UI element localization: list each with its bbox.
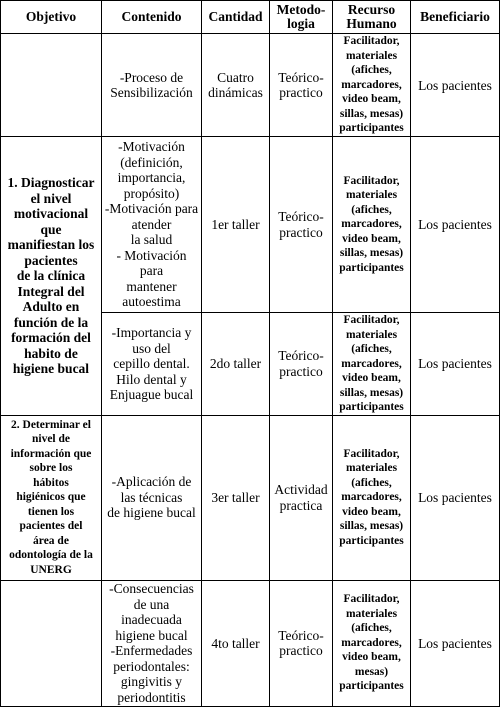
cell-text-line: Facilitador, <box>343 174 400 187</box>
cell-text-line: materiales <box>345 607 398 620</box>
cell-text-line: (afiches, <box>351 64 392 77</box>
quantity-cell <box>202 137 270 313</box>
cell-text-line: gingivitis y <box>120 674 183 689</box>
cell-text-line: sillas, mesas) <box>339 520 404 533</box>
cell-text-line: participantes <box>339 534 404 547</box>
cell-text-line: atender <box>131 216 172 232</box>
beneficiary-cell: Los pacientes <box>411 580 500 706</box>
cell-text-line: Teórico- <box>278 209 324 224</box>
cell-text-line: mesas) <box>354 665 389 678</box>
table-row <box>1 34 500 137</box>
cell-text-line: participantes <box>339 122 404 135</box>
cell-text-line: Sensibilización <box>110 85 193 100</box>
cell-text-line: información que <box>10 447 92 460</box>
cell-text-line: video beam, <box>342 505 401 518</box>
cell-text-line: marcadores, <box>341 357 402 370</box>
cell-text-line: -Enfermedades <box>110 643 193 658</box>
cell-text-line: nivel de <box>31 433 70 446</box>
cell-text-line: practico <box>279 224 323 240</box>
cell-text-line: que <box>40 221 62 237</box>
cell-text-line: periodontales: <box>113 658 190 674</box>
beneficiary-cell: Los pacientes <box>411 137 500 313</box>
cell-text-line: Facilitador, <box>343 593 400 606</box>
cell-text-line: video beam, <box>342 372 401 384</box>
cell-text-line: participantes <box>339 261 404 274</box>
cell-text-line: tienen los <box>27 505 75 518</box>
cell-text-line: hábitos <box>33 476 69 489</box>
cell-text-line: 4to taller <box>211 635 260 651</box>
cell-text-line: marcadores, <box>341 218 402 231</box>
methodology-cell <box>270 34 333 137</box>
cell-text-line: -Consecuencias <box>109 581 194 596</box>
cell-text-line: 2do taller <box>209 356 262 372</box>
cell-text-line: higiene bucal <box>115 627 188 643</box>
header-objetivo: Objetivo <box>1 1 102 34</box>
cell-text-line: -Motivación para <box>104 201 199 217</box>
header-recurso-line-2: Humano <box>346 16 397 31</box>
cell-text-line: de una <box>133 596 170 612</box>
cell-text-line: de la clínica <box>16 268 86 283</box>
cell-text-line: motivacional <box>13 206 89 221</box>
cell-text-line: -Importancia y <box>111 325 192 340</box>
cell-text-line: Facilitador, <box>343 447 400 460</box>
cell-text-line: de higiene bucal <box>107 505 196 521</box>
cell-text-line: materiales <box>345 189 398 202</box>
cell-text-line: video beam, <box>342 651 401 664</box>
methodology-cell <box>270 313 333 416</box>
cell-text-line: marcadores, <box>341 636 402 649</box>
cell-text-line: pacientes <box>24 252 78 268</box>
cell-text-line: Facilitador, <box>343 314 400 326</box>
table-row <box>1 415 500 580</box>
cell-text-line: autoestima <box>122 294 181 310</box>
cell-text-line: uso del <box>132 340 171 356</box>
cell-text-line: materiales <box>345 328 398 341</box>
cell-text-line: periodontitis <box>117 689 186 705</box>
content-cell <box>102 313 202 416</box>
cell-text-line: 1. Diagnosticar <box>7 175 95 190</box>
methodology-cell <box>270 415 333 580</box>
cell-text-line: área de <box>33 534 69 547</box>
cell-text-line: practica <box>279 497 323 513</box>
header-beneficiario: Beneficiario <box>411 1 500 34</box>
cell-text-line: materiales <box>345 49 398 62</box>
cell-text-line: cepillo dental. <box>113 356 190 371</box>
header-metodologia-line-1: Metodo- <box>276 2 326 17</box>
cell-text-line: (afiches, <box>351 343 392 355</box>
content-cell <box>102 415 202 580</box>
quantity-cell <box>202 313 270 416</box>
cell-text-line: Facilitador, <box>343 35 400 48</box>
beneficiary-cell: Los pacientes <box>411 313 500 416</box>
cell-text-line: función de la <box>13 314 89 330</box>
cell-text-line: marcadores, <box>341 78 402 91</box>
header-cantidad: Cantidad <box>202 1 270 34</box>
objective-cell-2 <box>1 415 102 580</box>
human-resource-cell <box>333 580 411 706</box>
methodology-cell <box>270 580 333 706</box>
human-resource-cell <box>333 313 411 416</box>
cell-text-line: -Aplicación de <box>111 474 192 490</box>
cell-text-line: marcadores, <box>341 491 402 504</box>
header-metodologia <box>270 1 333 34</box>
cell-text-line: video beam, <box>342 232 401 245</box>
cell-text-line: odontología de la <box>9 549 93 562</box>
cell-text-line: pacientes del <box>19 520 83 533</box>
cell-text-line: -Motivación <box>118 139 185 155</box>
cell-text-line: sobre los <box>29 462 73 475</box>
cell-text-line: -Proceso de <box>119 69 184 85</box>
human-resource-cell <box>333 137 411 313</box>
cell-text-line: las técnicas <box>120 489 183 505</box>
quantity-cell <box>202 580 270 706</box>
content-cell <box>102 34 202 137</box>
content-cell <box>102 137 202 313</box>
human-resource-cell <box>333 34 411 137</box>
cell-text-line: formación del <box>11 330 91 345</box>
cell-text-line: la salud <box>130 232 173 248</box>
methodology-cell <box>270 137 333 313</box>
cell-text-line: practico <box>279 643 323 658</box>
objective-cell-empty <box>1 580 102 706</box>
header-row <box>1 1 500 34</box>
cell-text-line: 3er taller <box>211 490 260 505</box>
cell-text-line: (definición, <box>120 154 183 170</box>
cell-text-line: participantes <box>339 401 404 413</box>
cell-text-line: video beam, <box>342 93 401 106</box>
cell-text-line: para <box>139 263 164 279</box>
cell-text-line: participantes <box>339 680 404 693</box>
cell-text-line: importancia, <box>117 170 186 186</box>
cell-text-line: Hilo dental y <box>116 371 187 387</box>
objective-cell-1 <box>1 137 102 416</box>
table-row <box>1 137 500 313</box>
cell-text-line: (afiches, <box>351 203 392 216</box>
cell-text-line: 1er taller <box>211 217 260 232</box>
cell-text-line: materiales <box>345 462 398 475</box>
cell-text-line: Cuatro <box>217 70 254 85</box>
beneficiary-cell: Los pacientes <box>411 34 500 137</box>
cell-text-line: habito de <box>24 345 78 361</box>
cell-text-line: UNERG <box>30 563 72 576</box>
objective-cell-empty <box>1 34 102 137</box>
header-recurso-line-1: Recurso <box>347 2 396 17</box>
beneficiary-cell: Los pacientes <box>411 415 500 580</box>
cell-text-line: higiénicos que <box>16 491 86 504</box>
cell-text-line: (afiches, <box>351 622 392 635</box>
quantity-cell <box>202 34 270 137</box>
cell-text-line: manifiestan los <box>7 237 95 252</box>
cell-text-line: Teórico- <box>278 69 324 85</box>
cell-text-line: - Motivación <box>116 247 187 263</box>
cell-text-line: dinámicas <box>208 85 263 100</box>
cell-text-line: Actividad <box>274 482 328 497</box>
cell-text-line: sillas, mesas) <box>339 107 404 120</box>
header-contenido: Contenido <box>102 1 202 34</box>
cell-text-line: inadecuada <box>121 612 182 627</box>
content-cell <box>102 580 202 706</box>
cell-text-line: Teórico- <box>278 627 324 643</box>
cell-text-line: mantener <box>126 278 177 294</box>
cell-text-line: Enjuague bucal <box>109 387 194 402</box>
cell-text-line: sillas, mesas) <box>339 386 404 399</box>
human-resource-cell <box>333 415 411 580</box>
cell-text-line: practico <box>279 363 323 379</box>
cell-text-line: practico <box>279 85 323 100</box>
cell-text-line: propósito) <box>123 185 180 201</box>
cell-text-line: (afiches, <box>351 476 392 489</box>
header-recurso-humano <box>333 1 411 34</box>
cell-text-line: el nivel <box>30 190 72 206</box>
table-row <box>1 580 500 706</box>
cell-text-line: sillas, mesas) <box>339 247 404 260</box>
header-metodologia-line-2: logia <box>287 16 315 31</box>
cell-text-line: Teórico- <box>278 348 324 364</box>
cell-text-line: Integral del <box>17 283 85 299</box>
cell-text-line: 2. Determinar el <box>11 418 91 431</box>
quantity-cell <box>202 415 270 580</box>
cell-text-line: higiene bucal <box>12 361 90 376</box>
cell-text-line: Adulto en <box>22 299 80 314</box>
